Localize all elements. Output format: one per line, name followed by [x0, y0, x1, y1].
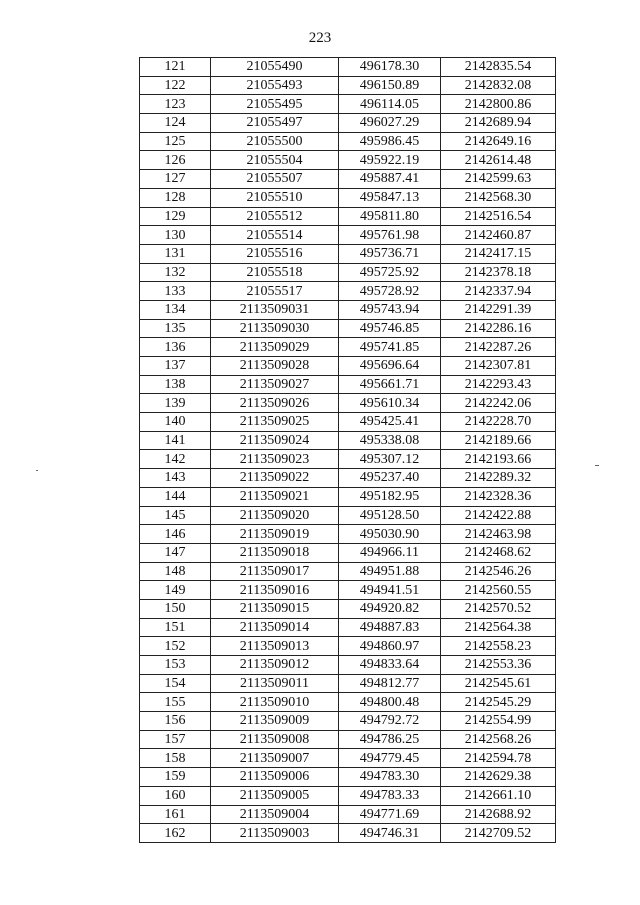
point-number-cell: 124: [140, 114, 211, 133]
point-number-cell: 122: [140, 76, 211, 95]
table-row: [140, 394, 556, 413]
point-number-cell: 126: [140, 151, 211, 170]
point-number-cell: 121: [140, 58, 211, 77]
table-row: [140, 656, 556, 675]
point-number-cell: 161: [140, 805, 211, 824]
point-number-cell: 145: [140, 506, 211, 525]
x-coordinate-cell: 495128.50: [339, 506, 441, 525]
point-number-cell: 154: [140, 674, 211, 693]
x-coordinate-cell: 494920.82: [339, 599, 441, 618]
y-coordinate-cell: 2142468.62: [441, 543, 556, 562]
point-id-cell: 21055510: [211, 188, 339, 207]
point-id-cell: 21055497: [211, 114, 339, 133]
y-coordinate-cell: 2142661.10: [441, 786, 556, 805]
point-id-cell: 2113509005: [211, 786, 339, 805]
y-coordinate-cell: 2142649.16: [441, 132, 556, 151]
table-row: [140, 805, 556, 824]
point-number-cell: 157: [140, 730, 211, 749]
x-coordinate-cell: 495030.90: [339, 525, 441, 544]
point-number-cell: 149: [140, 581, 211, 600]
y-coordinate-cell: 2142417.15: [441, 244, 556, 263]
point-id-cell: 2113509017: [211, 562, 339, 581]
table-row: [140, 487, 556, 506]
y-coordinate-cell: 2142568.30: [441, 188, 556, 207]
table-row: [140, 618, 556, 637]
point-id-cell: 2113509010: [211, 693, 339, 712]
x-coordinate-cell: 494833.64: [339, 656, 441, 675]
point-number-cell: 160: [140, 786, 211, 805]
table-body: [140, 58, 556, 843]
table-row: [140, 95, 556, 114]
point-number-cell: 159: [140, 768, 211, 787]
point-number-cell: 134: [140, 300, 211, 319]
point-number-cell: 123: [140, 95, 211, 114]
y-coordinate-cell: 2142460.87: [441, 226, 556, 245]
point-number-cell: 143: [140, 469, 211, 488]
point-id-cell: 2113509013: [211, 637, 339, 656]
y-coordinate-cell: 2142516.54: [441, 207, 556, 226]
table-row: [140, 786, 556, 805]
x-coordinate-cell: 494860.97: [339, 637, 441, 656]
y-coordinate-cell: 2142568.26: [441, 730, 556, 749]
y-coordinate-cell: 2142554.99: [441, 712, 556, 731]
point-id-cell: 2113509008: [211, 730, 339, 749]
coordinates-table: [139, 57, 556, 843]
point-number-cell: 133: [140, 282, 211, 301]
x-coordinate-cell: 495182.95: [339, 487, 441, 506]
point-number-cell: 142: [140, 450, 211, 469]
x-coordinate-cell: 494779.45: [339, 749, 441, 768]
point-id-cell: 2113509024: [211, 431, 339, 450]
y-coordinate-cell: 2142832.08: [441, 76, 556, 95]
table-row: [140, 282, 556, 301]
table-row: [140, 338, 556, 357]
point-id-cell: 2113509023: [211, 450, 339, 469]
y-coordinate-cell: 2142570.52: [441, 599, 556, 618]
x-coordinate-cell: 495887.41: [339, 170, 441, 189]
table-row: [140, 357, 556, 376]
x-coordinate-cell: 495922.19: [339, 151, 441, 170]
x-coordinate-cell: 495661.71: [339, 375, 441, 394]
y-coordinate-cell: 2142463.98: [441, 525, 556, 544]
point-id-cell: 2113509028: [211, 357, 339, 376]
point-number-cell: 150: [140, 599, 211, 618]
x-coordinate-cell: 495728.92: [339, 282, 441, 301]
table-row: [140, 58, 556, 77]
table-row: [140, 132, 556, 151]
x-coordinate-cell: 494951.88: [339, 562, 441, 581]
point-number-cell: 144: [140, 487, 211, 506]
point-id-cell: 21055516: [211, 244, 339, 263]
y-coordinate-cell: 2142545.29: [441, 693, 556, 712]
point-number-cell: 162: [140, 824, 211, 843]
table-row: [140, 824, 556, 843]
x-coordinate-cell: 495725.92: [339, 263, 441, 282]
y-coordinate-cell: 2142337.94: [441, 282, 556, 301]
point-number-cell: 129: [140, 207, 211, 226]
point-number-cell: 156: [140, 712, 211, 731]
x-coordinate-cell: 494800.48: [339, 693, 441, 712]
point-number-cell: 125: [140, 132, 211, 151]
point-id-cell: 2113509029: [211, 338, 339, 357]
point-id-cell: 21055512: [211, 207, 339, 226]
point-number-cell: 136: [140, 338, 211, 357]
x-coordinate-cell: 495741.85: [339, 338, 441, 357]
point-id-cell: 2113509015: [211, 599, 339, 618]
table-row: [140, 674, 556, 693]
x-coordinate-cell: 494786.25: [339, 730, 441, 749]
page-number: 223: [308, 30, 332, 46]
table-row: [140, 581, 556, 600]
point-id-cell: 2113509016: [211, 581, 339, 600]
x-coordinate-cell: 494783.33: [339, 786, 441, 805]
point-number-cell: 158: [140, 749, 211, 768]
x-coordinate-cell: 495743.94: [339, 300, 441, 319]
table-row: [140, 506, 556, 525]
point-number-cell: 152: [140, 637, 211, 656]
point-id-cell: 2113509022: [211, 469, 339, 488]
table-row: [140, 693, 556, 712]
x-coordinate-cell: 494966.11: [339, 543, 441, 562]
point-number-cell: 141: [140, 431, 211, 450]
table-row: [140, 450, 556, 469]
table-row: [140, 226, 556, 245]
table-row: [140, 170, 556, 189]
point-id-cell: 2113509020: [211, 506, 339, 525]
point-number-cell: 148: [140, 562, 211, 581]
x-coordinate-cell: 495425.41: [339, 413, 441, 432]
y-coordinate-cell: 2142558.23: [441, 637, 556, 656]
y-coordinate-cell: 2142378.18: [441, 263, 556, 282]
point-id-cell: 21055507: [211, 170, 339, 189]
y-coordinate-cell: 2142709.52: [441, 824, 556, 843]
y-coordinate-cell: 2142286.16: [441, 319, 556, 338]
point-id-cell: 2113509006: [211, 768, 339, 787]
x-coordinate-cell: 494812.77: [339, 674, 441, 693]
x-coordinate-cell: 496178.30: [339, 58, 441, 77]
point-id-cell: 2113509004: [211, 805, 339, 824]
y-coordinate-cell: 2142688.92: [441, 805, 556, 824]
point-number-cell: 153: [140, 656, 211, 675]
table-row: [140, 319, 556, 338]
point-number-cell: 139: [140, 394, 211, 413]
point-number-cell: 131: [140, 244, 211, 263]
y-coordinate-cell: 2142291.39: [441, 300, 556, 319]
point-number-cell: 132: [140, 263, 211, 282]
y-coordinate-cell: 2142560.55: [441, 581, 556, 600]
x-coordinate-cell: 495610.34: [339, 394, 441, 413]
point-id-cell: 21055495: [211, 95, 339, 114]
point-id-cell: 2113509025: [211, 413, 339, 432]
table-row: [140, 525, 556, 544]
point-number-cell: 135: [140, 319, 211, 338]
scan-speck-left: [36, 470, 38, 471]
table-row: [140, 375, 556, 394]
point-id-cell: 2113509030: [211, 319, 339, 338]
x-coordinate-cell: 495696.64: [339, 357, 441, 376]
y-coordinate-cell: 2142800.86: [441, 95, 556, 114]
table-row: [140, 712, 556, 731]
x-coordinate-cell: 495338.08: [339, 431, 441, 450]
x-coordinate-cell: 495237.40: [339, 469, 441, 488]
point-id-cell: 2113509014: [211, 618, 339, 637]
y-coordinate-cell: 2142242.06: [441, 394, 556, 413]
y-coordinate-cell: 2142287.26: [441, 338, 556, 357]
y-coordinate-cell: 2142422.88: [441, 506, 556, 525]
table-row: [140, 114, 556, 133]
y-coordinate-cell: 2142614.48: [441, 151, 556, 170]
point-id-cell: 2113509009: [211, 712, 339, 731]
table-row: [140, 637, 556, 656]
point-id-cell: 21055514: [211, 226, 339, 245]
x-coordinate-cell: 494771.69: [339, 805, 441, 824]
x-coordinate-cell: 495811.80: [339, 207, 441, 226]
point-id-cell: 2113509011: [211, 674, 339, 693]
x-coordinate-cell: 495761.98: [339, 226, 441, 245]
x-coordinate-cell: 494746.31: [339, 824, 441, 843]
table-row: [140, 599, 556, 618]
x-coordinate-cell: 494783.30: [339, 768, 441, 787]
table-row: [140, 431, 556, 450]
scan-speck-right: [595, 465, 599, 466]
y-coordinate-cell: 2142289.32: [441, 469, 556, 488]
point-id-cell: 2113509003: [211, 824, 339, 843]
y-coordinate-cell: 2142594.78: [441, 749, 556, 768]
point-id-cell: 21055517: [211, 282, 339, 301]
table-row: [140, 749, 556, 768]
point-id-cell: 2113509019: [211, 525, 339, 544]
point-number-cell: 147: [140, 543, 211, 562]
table-row: [140, 263, 556, 282]
y-coordinate-cell: 2142228.70: [441, 413, 556, 432]
point-id-cell: 2113509007: [211, 749, 339, 768]
y-coordinate-cell: 2142689.94: [441, 114, 556, 133]
table-row: [140, 562, 556, 581]
x-coordinate-cell: 495847.13: [339, 188, 441, 207]
point-number-cell: 130: [140, 226, 211, 245]
point-id-cell: 21055500: [211, 132, 339, 151]
table-row: [140, 730, 556, 749]
table-row: [140, 768, 556, 787]
point-id-cell: 2113509021: [211, 487, 339, 506]
y-coordinate-cell: 2142545.61: [441, 674, 556, 693]
table-row: [140, 244, 556, 263]
x-coordinate-cell: 496114.05: [339, 95, 441, 114]
table-row: [140, 207, 556, 226]
table-row: [140, 76, 556, 95]
x-coordinate-cell: 494792.72: [339, 712, 441, 731]
x-coordinate-cell: 495986.45: [339, 132, 441, 151]
point-number-cell: 151: [140, 618, 211, 637]
table-row: [140, 300, 556, 319]
table-row: [140, 469, 556, 488]
table-row: [140, 413, 556, 432]
y-coordinate-cell: 2142564.38: [441, 618, 556, 637]
point-number-cell: 138: [140, 375, 211, 394]
point-number-cell: 128: [140, 188, 211, 207]
x-coordinate-cell: 496027.29: [339, 114, 441, 133]
point-number-cell: 146: [140, 525, 211, 544]
point-id-cell: 21055504: [211, 151, 339, 170]
table-row: [140, 188, 556, 207]
point-number-cell: 140: [140, 413, 211, 432]
point-number-cell: 127: [140, 170, 211, 189]
point-id-cell: 21055493: [211, 76, 339, 95]
point-id-cell: 2113509018: [211, 543, 339, 562]
x-coordinate-cell: 495736.71: [339, 244, 441, 263]
point-id-cell: 2113509031: [211, 300, 339, 319]
x-coordinate-cell: 495746.85: [339, 319, 441, 338]
y-coordinate-cell: 2142193.66: [441, 450, 556, 469]
table-row: [140, 151, 556, 170]
y-coordinate-cell: 2142553.36: [441, 656, 556, 675]
y-coordinate-cell: 2142307.81: [441, 357, 556, 376]
y-coordinate-cell: 2142629.38: [441, 768, 556, 787]
x-coordinate-cell: 494887.83: [339, 618, 441, 637]
x-coordinate-cell: 495307.12: [339, 450, 441, 469]
y-coordinate-cell: 2142293.43: [441, 375, 556, 394]
x-coordinate-cell: 496150.89: [339, 76, 441, 95]
y-coordinate-cell: 2142546.26: [441, 562, 556, 581]
table-row: [140, 543, 556, 562]
point-number-cell: 137: [140, 357, 211, 376]
point-id-cell: 2113509027: [211, 375, 339, 394]
point-id-cell: 2113509026: [211, 394, 339, 413]
point-id-cell: 2113509012: [211, 656, 339, 675]
y-coordinate-cell: 2142599.63: [441, 170, 556, 189]
point-id-cell: 21055490: [211, 58, 339, 77]
point-id-cell: 21055518: [211, 263, 339, 282]
y-coordinate-cell: 2142189.66: [441, 431, 556, 450]
y-coordinate-cell: 2142328.36: [441, 487, 556, 506]
y-coordinate-cell: 2142835.54: [441, 58, 556, 77]
point-number-cell: 155: [140, 693, 211, 712]
x-coordinate-cell: 494941.51: [339, 581, 441, 600]
